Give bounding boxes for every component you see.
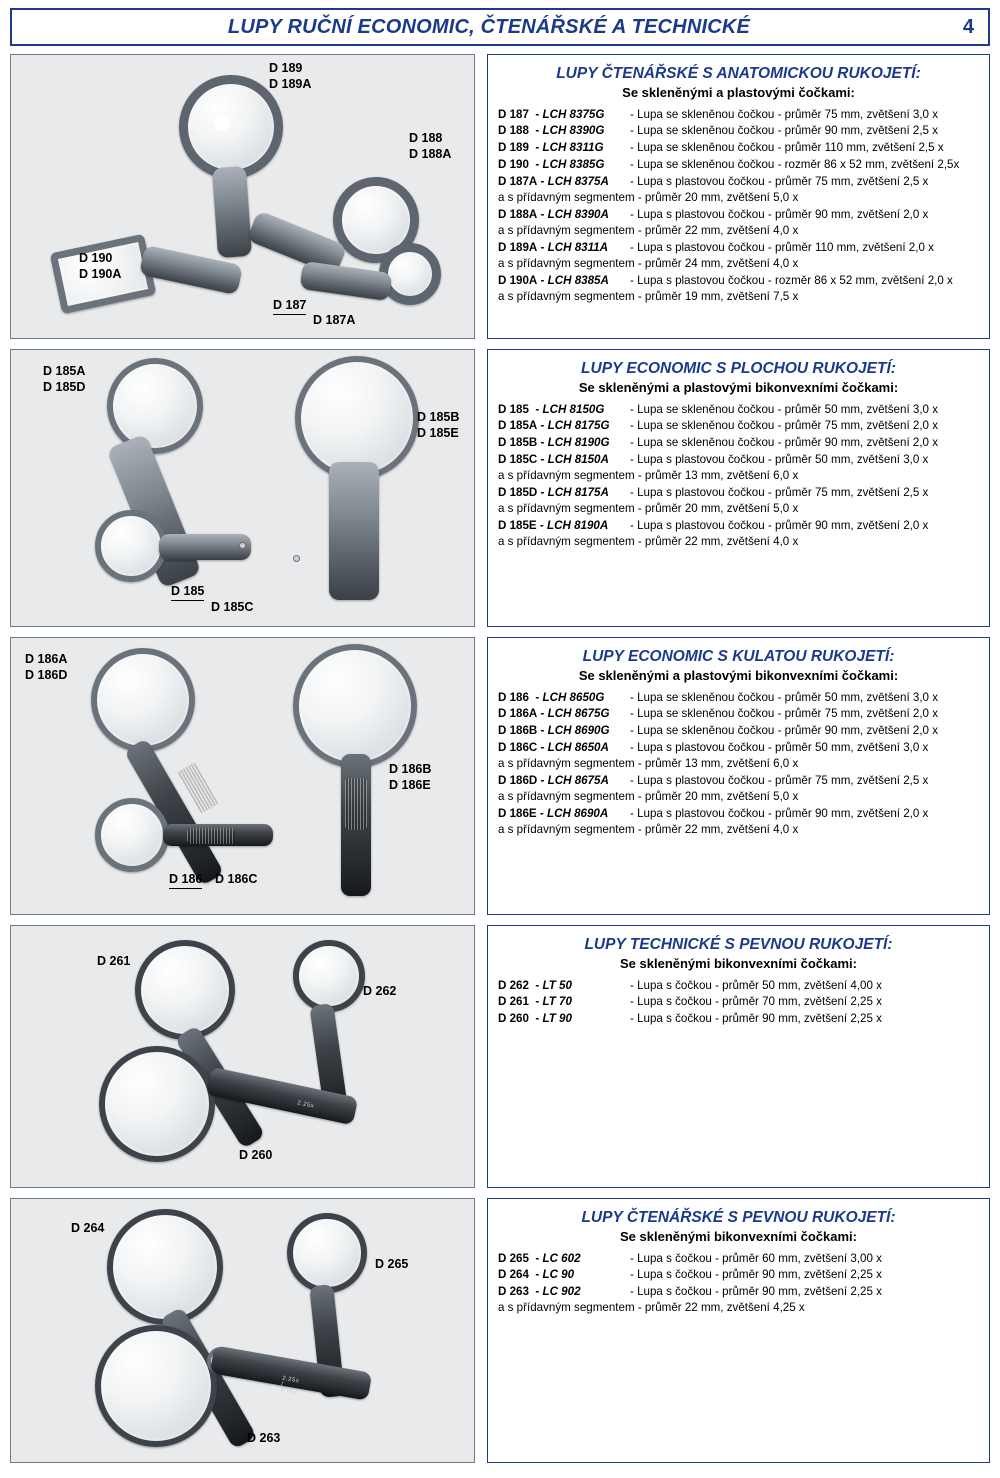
table-row — [498, 156, 979, 173]
table-row — [498, 485, 979, 502]
spec-panel-2 — [487, 349, 990, 627]
label-text: D 188A — [409, 146, 452, 161]
spec-table-2 — [498, 401, 979, 551]
section-title-3: LUPY ECONOMIC S KULATOU RUKOJETÍ: — [582, 648, 895, 665]
page-header — [10, 8, 990, 46]
product-description: - Lupa s plastovou čočkou - rozměr 86 x 52 mm, zvětšení 2,0 x — [630, 274, 953, 288]
page-title: LUPY RUČNÍ ECONOMIC, ČTENÁŘSKÉ A TECHNICKÉ — [227, 15, 751, 38]
table-row — [498, 773, 979, 790]
section-subtitle-2: Se skleněnými a plastovými bikonvexními čočkami: — [578, 380, 899, 395]
table-row — [498, 1284, 979, 1301]
table-row — [498, 401, 979, 418]
product-code: D 186C - LCH 8650A — [498, 741, 609, 755]
handle-print: 2.25x / 4.25x — [279, 1375, 300, 1397]
product-description: - Lupa s plastovou čočkou - průměr 90 mm, zvětšení 2,0 x — [630, 519, 929, 533]
product-extra: a s přídavným segmentem - průměr 24 mm, zvětšení 4,0 x — [498, 257, 799, 271]
lens-d189 — [179, 75, 283, 179]
product-description: - Lupa s čočkou - průměr 90 mm, zvětšení 2,25 x — [630, 1012, 882, 1026]
label-text: D 185B — [417, 410, 460, 424]
product-extra: a s přídavným segmentem - průměr 19 mm, zvětšení 7,5 x — [498, 290, 799, 304]
label-text: D 189 — [269, 61, 303, 75]
product-code: D 190 - LCH 8385G — [498, 158, 605, 172]
table-row-cont — [498, 468, 979, 484]
spec-panel-1 — [487, 54, 990, 339]
product-description: - Lupa s plastovou čočkou - průměr 110 mm, zvětšení 2,0 x — [630, 241, 934, 255]
section-row-5 — [10, 1198, 990, 1463]
product-description: - Lupa s plastovou čočkou - průměr 75 mm, zvětšení 2,5 x — [630, 174, 929, 188]
product-code: D 185A - LCH 8175G — [498, 419, 610, 433]
handle-d187 — [299, 261, 392, 301]
product-code: D 262 - LT 50 — [498, 978, 572, 992]
label-d265: D 265 — [375, 1257, 409, 1271]
product-description: - Lupa se skleněnou čočkou - průměr 75 mm, zvětšení 2,0 x — [630, 419, 939, 433]
product-code: D 186D - LCH 8675A — [498, 774, 609, 788]
table-row-cont — [498, 534, 979, 550]
product-extra: a s přídavným segmentem - průměr 13 mm, zvětšení 6,0 x — [498, 757, 799, 771]
product-code: D 186A - LCH 8675G — [498, 707, 610, 721]
section-title-1: LUPY ČTENÁŘSKÉ S ANATOMICKOU RUKOJETÍ: — [556, 65, 921, 82]
product-code: D 186 - LCH 8650G — [498, 690, 605, 704]
lens-d264 — [107, 1209, 223, 1325]
product-description: - Lupa s plastovou čočkou - průměr 90 mm, zvětšení 2,0 x — [630, 207, 929, 221]
product-code: D 186E - LCH 8690A — [498, 807, 609, 821]
table-row — [498, 994, 979, 1011]
table-row — [498, 977, 979, 994]
spec-table-5 — [498, 1250, 979, 1317]
label-text: D 190 — [79, 251, 113, 265]
table-row — [498, 173, 979, 190]
lens-d186b — [293, 644, 417, 768]
label-text: D 190A — [79, 266, 122, 281]
product-description: - Lupa se skleněnou čočkou - průměr 90 mm, zvětšení 2,5 x — [630, 124, 939, 138]
table-row-cont — [498, 190, 979, 206]
spec-panel-4 — [487, 925, 990, 1188]
label-d186c: D 186C — [215, 872, 258, 886]
table-row-cont — [498, 256, 979, 272]
product-code: D 260 - LT 90 — [498, 1012, 572, 1026]
table-row — [498, 239, 979, 256]
product-description: - Lupa se skleněnou čočkou - průměr 90 mm, zvětšení 2,0 x — [630, 436, 939, 450]
product-description: - Lupa se skleněnou čočkou - průměr 75 mm, zvětšení 3,0 x — [630, 107, 939, 121]
table-row — [498, 106, 979, 123]
label-d186: D 186 — [169, 872, 202, 889]
table-row — [498, 273, 979, 290]
label-d185c: D 185C — [211, 600, 254, 614]
lens-d185 — [95, 510, 167, 582]
product-image-panel-5 — [10, 1198, 475, 1463]
product-description: - Lupa s čočkou - průměr 90 mm, zvětšení 2,25 x — [630, 1285, 882, 1299]
spec-table-1 — [498, 106, 979, 306]
product-code: D 185 - LCH 8150G — [498, 402, 605, 416]
table-row — [498, 739, 979, 756]
section-row-2 — [10, 349, 990, 627]
table-row-cont — [498, 822, 979, 838]
lens-d185a — [107, 358, 203, 454]
page-number: 4 — [962, 15, 974, 38]
table-row — [498, 806, 979, 823]
label-d185a — [43, 364, 85, 395]
spec-table-3 — [498, 689, 979, 839]
table-row — [498, 140, 979, 157]
handle-d185b — [329, 462, 379, 600]
product-code: D 264 - LC 90 — [498, 1268, 575, 1282]
handle-grip — [345, 778, 367, 830]
product-extra: a s přídavným segmentem - průměr 20 mm, zvětšení 5,0 x — [498, 191, 799, 205]
table-row — [498, 435, 979, 452]
product-extra: a s přídavným segmentem - průměr 22 mm, zvětšení 4,0 x — [498, 224, 799, 238]
handle-hole — [239, 542, 246, 549]
section-row-3 — [10, 637, 990, 915]
handle-d189 — [212, 166, 252, 258]
product-description: - Lupa s plastovou čočkou - průměr 50 mm, zvětšení 3,0 x — [630, 741, 929, 755]
product-description: - Lupa s čočkou - průměr 70 mm, zvětšení 2,25 x — [630, 995, 882, 1009]
table-row — [498, 723, 979, 740]
handle-hole — [293, 555, 300, 562]
product-code: D 188 - LCH 8390G — [498, 124, 605, 138]
product-image-panel-3 — [10, 637, 475, 915]
product-code: D 189 - LCH 8311G — [498, 141, 604, 155]
lens-d186a — [91, 648, 195, 752]
label-d260: D 260 — [239, 1148, 273, 1162]
label-d263: D 263 — [247, 1431, 281, 1445]
product-extra: a s přídavným segmentem - průměr 22 mm, zvětšení 4,0 x — [498, 823, 799, 837]
label-text: D 186A — [25, 652, 68, 666]
section-subtitle-5: Se skleněnými bikonvexními čočkami: — [620, 1229, 857, 1244]
product-description: - Lupa se skleněnou čočkou - průměr 110 mm, zvětšení 2,5 x — [630, 141, 944, 155]
label-d189 — [269, 61, 311, 92]
section-subtitle-4: Se skleněnými bikonvexními čočkami: — [620, 956, 857, 971]
table-row — [498, 1011, 979, 1028]
product-code: D 185B - LCH 8190G — [498, 436, 610, 450]
lens-d262 — [293, 940, 365, 1012]
lens-d265 — [287, 1213, 367, 1293]
handle-d185 — [159, 534, 251, 560]
product-extra: a s přídavným segmentem - průměr 22 mm, zvětšení 4,25 x — [498, 1301, 805, 1315]
label-text: D 186B — [389, 762, 432, 776]
lens-highlight — [214, 115, 230, 131]
product-extra: a s přídavným segmentem - průměr 20 mm, zvětšení 5,0 x — [498, 502, 799, 516]
product-description: - Lupa se skleněnou čočkou - průměr 75 mm, zvětšení 2,0 x — [630, 707, 939, 721]
product-description: - Lupa s čočkou - průměr 60 mm, zvětšení 3,00 x — [630, 1251, 882, 1265]
label-text: D 185E — [417, 425, 459, 440]
product-description: - Lupa se skleněnou čočkou - rozměr 86 x 52 mm, zvětšení 2,5x — [630, 158, 960, 172]
product-code: D 190A - LCH 8385A — [498, 274, 609, 288]
section-row-4 — [10, 925, 990, 1188]
table-row — [498, 1267, 979, 1284]
label-d186a — [25, 652, 67, 683]
section-title-2: LUPY ECONOMIC S PLOCHOU RUKOJETÍ: — [581, 360, 896, 377]
label-text: D 188 — [409, 131, 443, 145]
section-subtitle-1: Se skleněnými a plastovými čočkami: — [622, 85, 855, 100]
product-description: - Lupa s čočkou - průměr 90 mm, zvětšení 2,25 x — [630, 1268, 882, 1282]
section-subtitle-3: Se skleněnými a plastovými bikonvexními čočkami: — [578, 668, 899, 683]
product-description: - Lupa s plastovou čočkou - průměr 75 mm, zvětšení 2,5 x — [630, 774, 929, 788]
table-row-cont — [498, 756, 979, 772]
handle-grip — [187, 828, 235, 844]
product-extra: a s přídavným segmentem - průměr 13 mm, zvětšení 6,0 x — [498, 469, 799, 483]
spec-panel-3 — [487, 637, 990, 915]
label-d187a: D 187A — [313, 313, 356, 327]
table-row — [498, 123, 979, 140]
label-text: D 186E — [389, 777, 431, 792]
table-row-cont — [498, 223, 979, 239]
table-row — [498, 706, 979, 723]
product-code: D 185D - LCH 8175A — [498, 486, 609, 500]
label-text: D 189A — [269, 76, 312, 91]
product-description: - Lupa s plastovou čočkou - průměr 75 mm, zvětšení 2,5 x — [630, 486, 929, 500]
label-d185b — [417, 410, 459, 441]
section-row-1 — [10, 54, 990, 339]
label-text: D 185A — [43, 364, 86, 378]
product-image-panel-1 — [10, 54, 475, 339]
product-extra: a s přídavným segmentem - průměr 20 mm, zvětšení 5,0 x — [498, 790, 799, 804]
product-image-panel-2 — [10, 349, 475, 627]
product-description: - Lupa s plastovou čočkou - průměr 50 mm, zvětšení 3,0 x — [630, 453, 929, 467]
label-d261: D 261 — [97, 954, 131, 968]
product-description: - Lupa s plastovou čočkou - průměr 90 mm, zvětšení 2,0 x — [630, 807, 929, 821]
table-row — [498, 1250, 979, 1267]
product-description: - Lupa se skleněnou čočkou - průměr 50 mm, zvětšení 3,0 x — [630, 690, 939, 704]
product-description: - Lupa s čočkou - průměr 50 mm, zvětšení 4,00 x — [630, 978, 882, 992]
lens-d260 — [99, 1046, 215, 1162]
product-description: - Lupa se skleněnou čočkou - průměr 50 mm, zvětšení 3,0 x — [630, 402, 939, 416]
table-row — [498, 418, 979, 435]
product-code: D 187 - LCH 8375G — [498, 107, 605, 121]
product-description: - Lupa se skleněnou čočkou - průměr 90 mm, zvětšení 2,0 x — [630, 724, 939, 738]
table-row — [498, 451, 979, 468]
product-image-panel-4 — [10, 925, 475, 1188]
label-text: D 185D — [43, 379, 86, 394]
product-code: D 186B - LCH 8690G — [498, 724, 610, 738]
spec-panel-5 — [487, 1198, 990, 1463]
label-d185: D 185 — [171, 584, 204, 601]
product-code: D 261 - LT 70 — [498, 995, 572, 1009]
label-d187: D 187 — [273, 298, 306, 315]
product-code: D 265 - LC 602 — [498, 1251, 581, 1265]
product-code: D 188A - LCH 8390A — [498, 207, 609, 221]
label-d186b — [389, 762, 431, 793]
product-code: D 263 - LC 902 — [498, 1285, 581, 1299]
handle-print: 2.25x — [296, 1100, 315, 1110]
table-row — [498, 206, 979, 223]
product-extra: a s přídavným segmentem - průměr 22 mm, zvětšení 4,0 x — [498, 535, 799, 549]
label-d264: D 264 — [71, 1221, 105, 1235]
table-row-cont — [498, 289, 979, 305]
section-title-4: LUPY TECHNICKÉ S PEVNOU RUKOJETÍ: — [584, 936, 893, 953]
label-d188 — [409, 131, 451, 162]
lens-d186 — [95, 798, 169, 872]
label-text: D 186D — [25, 667, 68, 682]
product-code: D 189A - LCH 8311A — [498, 241, 609, 255]
table-row-cont — [498, 1300, 979, 1316]
product-code: D 185E - LCH 8190A — [498, 519, 609, 533]
spec-table-4 — [498, 977, 979, 1027]
label-d262: D 262 — [363, 984, 397, 998]
product-code: D 187A - LCH 8375A — [498, 174, 609, 188]
label-d190 — [79, 251, 121, 282]
lens-d263 — [95, 1325, 217, 1447]
table-row — [498, 689, 979, 706]
lens-d261 — [135, 940, 235, 1040]
product-code: D 185C - LCH 8150A — [498, 453, 609, 467]
table-row-cont — [498, 789, 979, 805]
table-row — [498, 518, 979, 535]
table-row-cont — [498, 501, 979, 517]
section-title-5: LUPY ČTENÁŘSKÉ S PEVNOU RUKOJETÍ: — [581, 1209, 896, 1226]
